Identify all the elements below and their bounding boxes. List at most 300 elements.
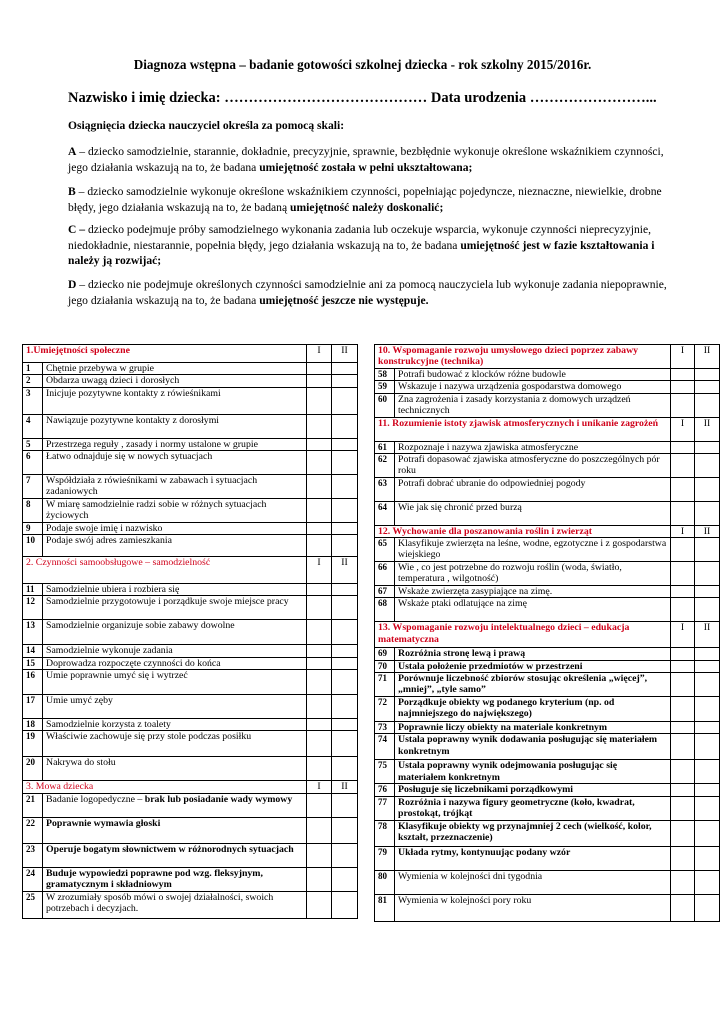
skill-text: Współdziała z rówieśnikami w zabawach i sytuacjach zadaniowych	[46, 474, 258, 498]
skill-text-bold: Porządkuje obiekty wg podanego kryterium (np. od najmniejszego do największego)	[398, 697, 615, 720]
skill-row	[23, 817, 358, 843]
level-I-cell[interactable]	[671, 393, 695, 417]
skill-row	[375, 441, 720, 453]
level-I-cell[interactable]	[307, 522, 332, 534]
level-II-header: II	[332, 557, 358, 584]
skill-description	[43, 793, 307, 817]
level-I-cell[interactable]	[671, 697, 695, 722]
skill-number: 5	[23, 438, 43, 450]
skill-text: Umie umyć zęby	[46, 695, 113, 707]
level-II-cell[interactable]	[695, 393, 720, 417]
level-II-cell[interactable]	[695, 846, 720, 870]
skill-text-bold: Ustala poprawny wynik dodawania posługując się materiałem konkretnym	[398, 734, 658, 757]
skill-row	[375, 760, 720, 784]
scale-letter: B	[68, 185, 76, 198]
level-II-cell[interactable]	[695, 734, 720, 760]
skill-number: 72	[375, 697, 395, 722]
skill-row	[23, 719, 358, 731]
level-I-cell[interactable]	[671, 538, 695, 562]
scale-bold: umiejętność została w pełni ukształtowana;	[259, 160, 473, 174]
level-I-header: I	[671, 525, 695, 537]
skill-description	[43, 438, 307, 450]
level-II-cell[interactable]	[695, 598, 720, 622]
level-II-cell[interactable]	[332, 584, 358, 596]
skill-description	[43, 535, 307, 557]
level-II-header: II	[332, 345, 358, 363]
skill-number: 2	[23, 375, 43, 387]
skill-description	[43, 522, 307, 534]
skill-row	[23, 584, 358, 596]
level-II-cell[interactable]	[332, 695, 358, 719]
skill-text: Przestrzega reguły , zasady i normy ustalone w grupie	[46, 438, 258, 450]
skill-row	[375, 477, 720, 501]
level-II-cell[interactable]	[695, 820, 720, 846]
level-I-cell[interactable]	[307, 363, 332, 375]
level-II-header: II	[695, 417, 720, 441]
scale-text: – dziecko nie podejmuje określonych czynności samodzielnie ani za pomocą nauczyciela lub wykonuje zadania niepoprawnie, jego działania wskazują na to, że badana	[68, 278, 667, 307]
skill-row	[375, 870, 720, 894]
level-I-cell[interactable]	[307, 867, 332, 891]
level-I-cell[interactable]	[307, 645, 332, 657]
skill-text-bold: Ustala poprawny wynik odejmowania posługując się materiałem konkretnym	[398, 760, 618, 783]
level-I-cell[interactable]	[307, 891, 332, 918]
level-II-cell[interactable]	[695, 369, 720, 381]
skill-text-bold: Poprawnie wymawia głoski	[46, 817, 161, 829]
level-II-cell[interactable]	[695, 870, 720, 894]
level-II-cell[interactable]	[332, 757, 358, 781]
skill-number: 66	[375, 562, 395, 586]
skill-description	[395, 722, 671, 734]
skill-description	[43, 719, 307, 731]
level-II-header: II	[695, 622, 720, 648]
skill-text-bold: Rozróżnia i nazywa figury geometryczne (koło, kwadrat, prostokąt, trójkąt	[398, 796, 635, 819]
skill-row	[23, 596, 358, 620]
level-II-cell[interactable]	[332, 843, 358, 867]
skill-row	[375, 538, 720, 562]
level-I-cell[interactable]	[307, 438, 332, 450]
skill-number: 10	[23, 535, 43, 557]
level-I-cell[interactable]	[671, 722, 695, 734]
level-II-cell[interactable]	[332, 450, 358, 474]
level-II-cell[interactable]	[332, 387, 358, 414]
skill-text: Obdarza uwagą dzieci i dorosłych	[46, 375, 180, 387]
skill-description	[395, 846, 671, 870]
skill-row	[375, 660, 720, 672]
skill-description	[395, 562, 671, 586]
skills-table-left	[22, 344, 358, 919]
scale-intro: Osiągnięcia dziecka nauczyciel określa za pomocą skali:	[68, 119, 345, 132]
level-II-cell[interactable]	[332, 867, 358, 891]
skill-text: Potrafi budować z klocków różne budowle	[398, 369, 566, 380]
skill-row	[23, 670, 358, 695]
skill-row	[23, 695, 358, 719]
skill-description	[395, 796, 671, 820]
skill-number: 68	[375, 598, 395, 622]
level-I-cell[interactable]	[307, 670, 332, 695]
level-I-cell[interactable]	[671, 734, 695, 760]
skill-row	[23, 891, 358, 918]
skill-text-bold: brak lub posiadanie wady wymowy	[144, 793, 293, 805]
skill-text: Doprowadza rozpoczęte czynności do końca	[46, 657, 221, 669]
level-I-cell[interactable]	[307, 731, 332, 757]
level-I-cell[interactable]	[307, 719, 332, 731]
level-I-cell[interactable]	[671, 870, 695, 894]
level-I-cell[interactable]	[671, 381, 695, 393]
level-I-cell[interactable]	[307, 843, 332, 867]
skill-number: 65	[375, 538, 395, 562]
scale-B	[68, 184, 668, 215]
level-I-cell[interactable]	[307, 757, 332, 781]
scale-text: – dziecko samodzielnie wykonuje określone wskaźnikiem czynności, popełniając pojedyncze, nieznaczne, niewielkie, drobne błędy, jego działania wskazują na to, że badaną	[68, 185, 662, 214]
skill-row	[23, 867, 358, 891]
skill-number: 77	[375, 796, 395, 820]
skill-description	[395, 697, 671, 722]
level-II-cell[interactable]	[332, 657, 358, 669]
skill-number: 59	[375, 381, 395, 393]
skill-number: 62	[375, 453, 395, 477]
level-I-cell[interactable]	[307, 584, 332, 596]
skill-row	[375, 673, 720, 697]
level-II-cell[interactable]	[695, 453, 720, 477]
level-I-cell[interactable]	[307, 817, 332, 843]
skill-description	[395, 453, 671, 477]
level-I-header: I	[307, 781, 332, 793]
skill-description	[395, 477, 671, 501]
level-I-cell[interactable]	[307, 657, 332, 669]
skill-description	[43, 450, 307, 474]
skill-row	[23, 387, 358, 414]
skill-description	[43, 695, 307, 719]
level-I-header: I	[671, 417, 695, 441]
skill-description	[43, 670, 307, 695]
skill-text: Badanie logopedyczne –	[46, 793, 145, 805]
skill-number: 63	[375, 477, 395, 501]
level-II-cell[interactable]	[695, 697, 720, 722]
skill-row	[375, 453, 720, 477]
scale-letter: C –	[68, 223, 86, 236]
skill-row	[23, 498, 358, 522]
scale-text: dziecko podejmuje próby samodzielnego wykonania zadania lub oczekuje wsparcia, wykonuje czynności nieprecyzyjnie, niedokładnie, niestarannie, popełnia błędy, jego działania wskazują na to, że badana	[68, 223, 652, 252]
level-I-cell[interactable]	[307, 414, 332, 438]
skill-text: Chętnie przebywa w grupie	[46, 363, 155, 374]
skill-row	[375, 820, 720, 846]
level-I-cell[interactable]	[307, 793, 332, 817]
level-I-cell[interactable]	[307, 596, 332, 620]
skill-description	[395, 393, 671, 417]
level-II-cell[interactable]	[332, 793, 358, 817]
skill-number: 58	[375, 369, 395, 381]
skill-text: W miarę samodzielnie radzi sobie w różnych sytuacjach życiowych	[46, 498, 267, 522]
skill-row	[23, 657, 358, 669]
scale-bold: umiejętność jeszcze nie występuje.	[259, 293, 429, 307]
skill-text: Klasyfikuje zwierzęta na leśne, wodne, egzotyczne i z gospodarstwa wiejskiego	[398, 538, 667, 561]
skill-text: Właściwie zachowuje się przy stole podczas posiłku	[46, 731, 252, 743]
skill-description	[43, 375, 307, 387]
skill-text: W zrozumiały sposób mówi o swojej działalności, swoich potrzebach i decyzjach.	[46, 891, 274, 914]
skill-text: Samodzielnie korzysta z toalety	[46, 719, 171, 731]
skill-number: 75	[375, 760, 395, 784]
section-header-row	[23, 557, 358, 584]
level-I-cell[interactable]	[671, 820, 695, 846]
skill-text: Nawiązuje pozytywne kontakty z dorosłymi	[46, 414, 220, 426]
level-I-cell[interactable]	[671, 586, 695, 598]
child-name-birthdate-line: Nazwisko i imię dziecka: …………………………………… Data urodzenia ……………………...	[68, 90, 657, 106]
section-header-row	[23, 345, 358, 363]
level-I-cell[interactable]	[671, 441, 695, 453]
level-I-cell[interactable]	[671, 660, 695, 672]
skills-table-right	[374, 344, 720, 922]
level-II-cell[interactable]	[695, 760, 720, 784]
level-II-cell[interactable]	[695, 722, 720, 734]
section-header-row	[375, 525, 720, 537]
level-II-cell[interactable]	[332, 645, 358, 657]
section-title: 1.Umiejętności społeczne	[23, 345, 307, 363]
skill-text: Potrafi dopasować zjawiska atmosferyczne do poszczególnych pór roku	[398, 453, 660, 477]
skill-number: 7	[23, 474, 43, 498]
level-II-cell[interactable]	[332, 438, 358, 450]
skill-number: 21	[23, 793, 43, 817]
skill-number: 74	[375, 734, 395, 760]
skill-description	[43, 867, 307, 891]
scale-D	[68, 277, 668, 308]
skill-row	[23, 620, 358, 645]
level-II-cell[interactable]	[695, 538, 720, 562]
level-I-header: I	[307, 557, 332, 584]
skill-text: Potrafi dobrać ubranie do odpowiedniej pogody	[398, 477, 586, 489]
skill-row	[375, 722, 720, 734]
skill-description	[395, 673, 671, 697]
skill-number: 67	[375, 586, 395, 598]
skill-number: 73	[375, 722, 395, 734]
level-II-cell[interactable]	[695, 660, 720, 672]
skill-number: 70	[375, 660, 395, 672]
skill-text: Wskaże ptaki odlatujące na zimę	[398, 598, 527, 610]
skill-text: Wie jak się chronić przed burzą	[398, 501, 522, 513]
level-II-cell[interactable]	[695, 648, 720, 660]
level-II-cell[interactable]	[695, 894, 720, 921]
section-title: 2. Czynności samoobsługowe – samodzielność	[23, 557, 307, 584]
skill-row	[375, 501, 720, 525]
section-title: 3. Mowa dziecka	[23, 781, 307, 793]
scale-bold: umiejętność należy doskonalić;	[290, 200, 444, 214]
level-I-header: I	[671, 345, 695, 369]
level-II-cell[interactable]	[332, 891, 358, 918]
skill-text: Podaje swój adres zamieszkania	[46, 535, 172, 547]
level-II-header: II	[332, 781, 358, 793]
skill-row	[375, 369, 720, 381]
level-I-cell[interactable]	[307, 375, 332, 387]
skill-number: 25	[23, 891, 43, 918]
skill-text: Wie , co jest potrzebne do rozwoju roślin (woda, światło, temperatura , wilgotność)	[398, 562, 622, 585]
scale-A	[68, 144, 668, 175]
skill-number: 19	[23, 731, 43, 757]
section-title: 11. Rozumienie istoty zjawisk atmosferycznych i unikanie zagrożeń	[375, 417, 671, 441]
skill-description	[43, 474, 307, 498]
level-II-cell[interactable]	[695, 381, 720, 393]
skill-number: 1	[23, 363, 43, 375]
level-I-cell[interactable]	[307, 450, 332, 474]
skill-row	[375, 846, 720, 870]
skill-row	[23, 757, 358, 781]
skill-text: Samodzielnie przygotowuje i porządkuje swoje miejsce pracy	[46, 596, 289, 608]
scale-C	[68, 222, 668, 269]
skill-text-bold: Porównuje liczebność zbiorów stosując określenia „więcej”, „mniej”, „tyle samo”	[398, 673, 648, 696]
scale-bold: umiejętność jest w fazie kształtowania i należy ją rozwijać;	[68, 238, 655, 267]
skill-description	[43, 414, 307, 438]
level-II-cell[interactable]	[332, 596, 358, 620]
skill-text-bold: Ustala położenie przedmiotów w przestrzeni	[398, 660, 583, 672]
skill-number: 76	[375, 784, 395, 796]
skill-row	[23, 843, 358, 867]
level-I-cell[interactable]	[671, 648, 695, 660]
scale-text: – dziecko samodzielnie, starannie, dokładnie, precyzyjnie, sprawnie, bezbłędnie wykonuje określone wskaźnikiem czynności, jego działania wskazują na to, że badana	[68, 145, 664, 174]
level-I-cell[interactable]	[307, 498, 332, 522]
level-I-cell[interactable]	[671, 796, 695, 820]
level-I-cell[interactable]	[671, 598, 695, 622]
skill-row	[375, 598, 720, 622]
level-II-cell[interactable]	[332, 522, 358, 534]
level-I-cell[interactable]	[671, 369, 695, 381]
skill-row	[375, 697, 720, 722]
level-I-header: I	[671, 622, 695, 648]
level-I-cell[interactable]	[307, 387, 332, 414]
scale-letter: A	[68, 145, 77, 158]
skill-description	[395, 538, 671, 562]
skill-description	[43, 596, 307, 620]
level-II-cell[interactable]	[695, 784, 720, 796]
level-II-cell[interactable]	[332, 620, 358, 645]
skill-description	[43, 387, 307, 414]
skill-description	[43, 657, 307, 669]
skill-text: Samodzielnie organizuje sobie zabawy dowolne	[46, 620, 235, 632]
level-II-cell[interactable]	[695, 477, 720, 501]
skill-number: 22	[23, 817, 43, 843]
level-II-cell[interactable]	[332, 535, 358, 557]
section-header-row	[23, 781, 358, 793]
level-II-cell[interactable]	[695, 501, 720, 525]
skill-text-bold: Klasyfikuje obiekty wg przynajmniej 2 cech (wielkość, kolor, kształt, przeznaczenie)	[398, 820, 652, 843]
level-II-cell[interactable]	[332, 363, 358, 375]
skill-text: Wymienia w kolejności pory roku	[398, 894, 532, 906]
section-title: 13. Wspomaganie rozwoju intelektualnego dzieci – edukacja matematyczna	[375, 622, 671, 648]
skill-text-bold: Posługuje się liczebnikami porządkowymi	[398, 784, 573, 796]
skill-number: 61	[375, 441, 395, 453]
skill-row	[375, 734, 720, 760]
skill-text: Podaje swoje imię i nazwisko	[46, 522, 163, 534]
level-I-header: I	[307, 345, 332, 363]
skill-description	[395, 894, 671, 921]
skill-text: Samodzielnie ubiera i rozbiera się	[46, 584, 180, 596]
skill-number: 79	[375, 846, 395, 870]
skill-row	[23, 375, 358, 387]
skill-row	[23, 438, 358, 450]
skill-row	[375, 586, 720, 598]
level-II-cell[interactable]	[695, 586, 720, 598]
skill-number: 15	[23, 657, 43, 669]
skill-row	[375, 381, 720, 393]
skill-text-bold: Układa rytmy, kontynuując podany wzór	[398, 846, 571, 858]
skill-number: 78	[375, 820, 395, 846]
level-I-cell[interactable]	[671, 894, 695, 921]
level-II-cell[interactable]	[695, 441, 720, 453]
level-I-cell[interactable]	[671, 846, 695, 870]
skill-row	[23, 474, 358, 498]
skill-number: 20	[23, 757, 43, 781]
skill-number: 24	[23, 867, 43, 891]
skill-description	[395, 501, 671, 525]
skill-text: Wymienia w kolejności dni tygodnia	[398, 870, 543, 882]
skill-row	[23, 793, 358, 817]
level-I-cell[interactable]	[671, 784, 695, 796]
level-II-cell[interactable]	[332, 719, 358, 731]
skill-row	[23, 645, 358, 657]
scale-letter: D	[68, 278, 77, 291]
level-II-cell[interactable]	[695, 796, 720, 820]
skill-description	[43, 817, 307, 843]
skill-description	[395, 660, 671, 672]
skill-row	[23, 414, 358, 438]
skill-row	[375, 784, 720, 796]
level-I-cell[interactable]	[671, 477, 695, 501]
skill-text-bold: Buduje wypowiedzi poprawne pod wzg. fleksyjnym, gramatycznym i składniowym	[46, 867, 263, 890]
section-title: 10. Wspomaganie rozwoju umysłowego dzieci poprzez zabawy konstrukcyjne (technika)	[375, 345, 671, 369]
skill-row	[23, 731, 358, 757]
skill-row	[375, 393, 720, 417]
skill-description	[43, 363, 307, 375]
level-I-cell[interactable]	[307, 474, 332, 498]
skill-number: 9	[23, 522, 43, 534]
skill-number: 11	[23, 584, 43, 596]
skill-row	[23, 450, 358, 474]
skill-text: Łatwo odnajduje się w nowych sytuacjach	[46, 450, 213, 462]
skill-number: 3	[23, 387, 43, 414]
skill-description	[395, 441, 671, 453]
skill-description	[395, 648, 671, 660]
skill-description	[43, 891, 307, 918]
level-I-cell[interactable]	[307, 620, 332, 645]
level-I-cell[interactable]	[671, 501, 695, 525]
skill-text: Rozpoznaje i nazywa zjawiska atmosferyczne	[398, 441, 579, 453]
level-II-cell[interactable]	[332, 375, 358, 387]
section-title: 12. Wychowanie dla poszanowania roślin i zwierząt	[375, 525, 671, 537]
section-header-row	[375, 417, 720, 441]
skill-number: 64	[375, 501, 395, 525]
level-II-header: II	[695, 345, 720, 369]
level-II-cell[interactable]	[332, 731, 358, 757]
level-II-cell[interactable]	[332, 474, 358, 498]
level-II-cell[interactable]	[332, 670, 358, 695]
skill-row	[23, 522, 358, 534]
skill-number: 69	[375, 648, 395, 660]
skill-number: 8	[23, 498, 43, 522]
level-II-cell[interactable]	[332, 414, 358, 438]
section-header-row	[375, 622, 720, 648]
level-I-cell[interactable]	[671, 453, 695, 477]
level-I-cell[interactable]	[307, 535, 332, 557]
level-I-cell[interactable]	[671, 562, 695, 586]
level-I-cell[interactable]	[307, 695, 332, 719]
skill-description	[395, 598, 671, 622]
level-I-cell[interactable]	[671, 760, 695, 784]
level-I-cell[interactable]	[671, 673, 695, 697]
skill-description	[43, 498, 307, 522]
level-II-cell[interactable]	[695, 673, 720, 697]
level-II-cell[interactable]	[332, 817, 358, 843]
skill-text: Wskaże zwierzęta zasypiające na zimę.	[398, 586, 553, 598]
level-II-cell[interactable]	[695, 562, 720, 586]
skill-description	[43, 620, 307, 645]
level-II-cell[interactable]	[332, 498, 358, 522]
